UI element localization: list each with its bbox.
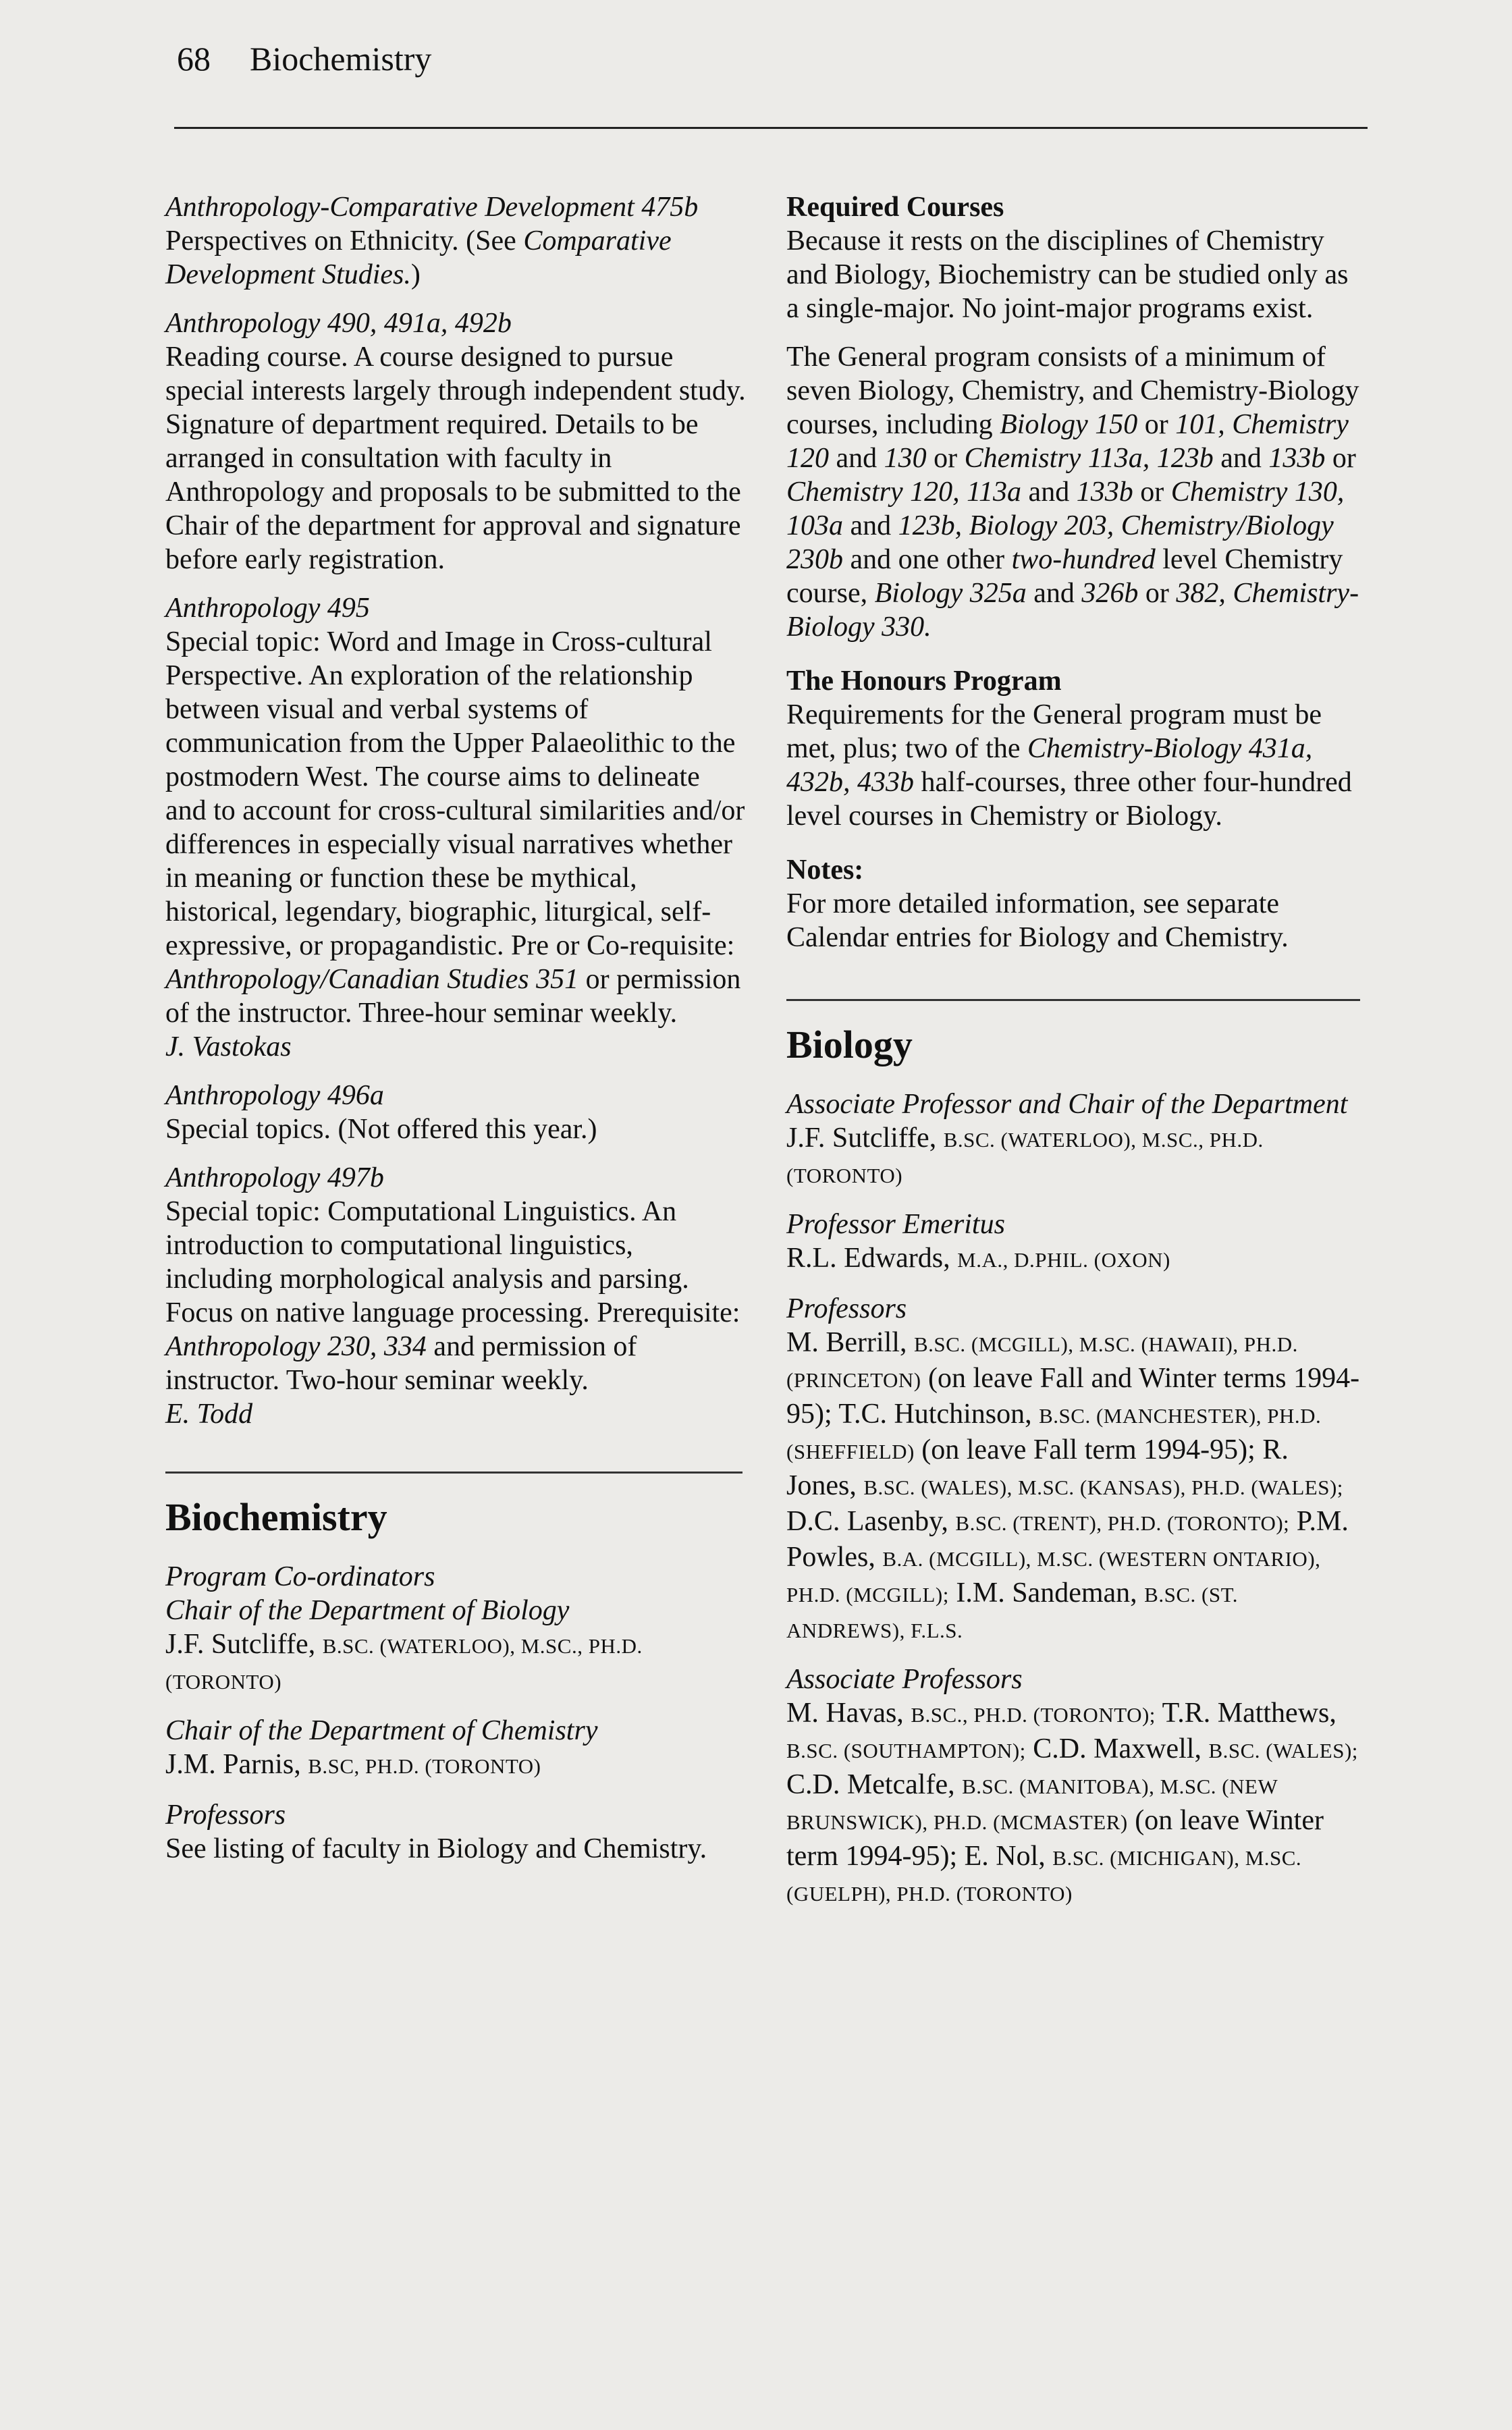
instructor: J. Vastokas [165,1031,292,1062]
course-code: Anthropology 497b [165,1162,384,1193]
general-program-text: The General program consists of a minimum of seven Biology, Chemistry, and Chemistry-Biology courses, including Biology 150 or 101, Chemistry 120 and 130 or Chemistry 113a, 123b and 133b or Chemistry 120, 113a and 133b or Chemistry 130, 103a and 123b, Biology 203, Chemistry/Biology 230b and one other two-hundred level Chemistry course, Biology 325a and 326b or 382, Chemistry-Biology 330. [786,342,1359,643]
chair-chemistry-name: J.M. Parnis, B.SC, PH.D. (TORONTO) [165,1749,541,1780]
running-title: Biochemistry [250,40,432,78]
chair-name: J.F. Sutcliffe, B.SC. (WATERLOO), M.SC., PH.D. (TORONTO) [786,1123,1264,1187]
emeritus-label: Professor Emeritus [786,1209,1005,1240]
professors-label: Professors [786,1293,907,1324]
course-description: Reading course. A course designed to pursue special interests largely through independent study. Signature of department required. Details to be arranged in consultation with faculty in Anthropology and proposals to be submitted to the Chair of the department for approval and signature before early registration. [165,342,746,575]
biology-associate-professors [786,1663,1360,1911]
faculty-member: C.D. Maxwell, B.SC. (WALES); [1033,1733,1358,1764]
course-description: Special topic: Computational Linguistics. An introduction to computational linguistics, including morphological analysis and parsing. Focus on native language processing. Prerequisite: Anthropology 230, 334 and permission of instructor. Two-hour seminar weekly. [165,1196,740,1396]
chair-chemistry-label: Chair of the Department of Chemistry [165,1715,598,1746]
chair-label: Associate Professor and Chair of the Department [786,1089,1348,1120]
faculty-member: I.M. Sandeman, B.SC. (ST. ANDREWS), F.L.S. [786,1577,1238,1642]
course-entry-497b [165,1161,746,1431]
running-head [177,39,431,78]
faculty-member: C.D. Metcalfe, B.SC. (MANITOBA), M.SC. (NEW BRUNSWICK), PH.D. (MCMASTER) (on leave Winter term 1994-95); [786,1769,1324,1872]
header-rule [174,127,1368,129]
professors-text: See listing of faculty in Biology and Chemistry. [165,1833,707,1864]
professors-label: Professors [165,1800,286,1831]
faculty-member: M. Havas, B.SC., PH.D. (TORONTO); [786,1698,1156,1729]
faculty-member: D.C. Lasenby, B.SC. (TRENT), PH.D. (TORONTO); [786,1506,1290,1537]
honours-program [786,664,1360,833]
faculty-member: M. Berrill, B.SC. (MCGILL), M.SC. (HAWAII), PH.D. (PRINCETON) (on leave Fall and Winter terms 1994-95); [786,1327,1360,1430]
biology-professors [786,1292,1360,1648]
course-description: Perspectives on Ethnicity. (See Comparative Development Studies.) [165,225,672,290]
professors-list [786,1326,1360,1648]
required-courses-heading: Required Courses [786,192,1004,223]
course-entry-496a [165,1079,746,1146]
left-column [165,190,746,1881]
right-column [786,190,1360,1926]
required-courses [786,190,1360,325]
notes [786,853,1360,954]
instructor: E. Todd [165,1399,253,1430]
coordinators-label: Program Co-ordinators [165,1561,435,1592]
biology-chair [786,1087,1360,1193]
emeritus-name: R.L. Edwards, M.A., D.PHIL. (OXON) [786,1243,1170,1274]
associate-professors-label: Associate Professors [786,1664,1023,1695]
honours-heading: The Honours Program [786,666,1062,697]
notes-heading: Notes: [786,855,864,886]
biology-emeritus [786,1208,1360,1277]
section-title-biology: Biology [786,1023,913,1066]
section-title-biochemistry: Biochemistry [165,1495,387,1539]
program-coordinators [165,1560,746,1699]
course-entry-495 [165,591,746,1064]
section-divider [165,1472,742,1474]
course-code: Anthropology 490, 491a, 492b [165,308,512,339]
associate-professors-list [786,1696,1360,1911]
page-number: 68 [177,40,211,78]
course-code: Anthropology-Comparative Development 475b [165,192,699,223]
notes-text: For more detailed information, see separate Calendar entries for Biology and Chemistry. [786,888,1289,953]
faculty-member: E. Nol, B.SC. (MICHIGAN), M.SC. (GUELPH), PH.D. (TORONTO) [786,1841,1302,1906]
course-description: Special topics. (Not offered this year.) [165,1114,597,1145]
faculty-member: P.M. Powles, B.A. (MCGILL), M.SC. (WESTERN ONTARIO), PH.D. (MCGILL); [786,1506,1349,1606]
faculty-member: T.C. Hutchinson, B.SC. (MANCHESTER), PH.D. (SHEFFIELD) (on leave Fall term 1994-95); [786,1399,1322,1465]
section-divider [786,999,1360,1001]
course-code: Anthropology 496a [165,1080,384,1111]
general-program [786,340,1360,644]
chair-biology-name: J.F. Sutcliffe, B.SC. (WATERLOO), M.SC., PH.D. (TORONTO) [165,1629,643,1694]
course-description: Special topic: Word and Image in Cross-cultural Perspective. An exploration of the relationship between visual and verbal systems of communication from the Upper Palaeolithic to the postmodern West. The course aims to delineate and to account for cross-cultural similarities and/or differences in especially visual narratives whether in meaning or function these be mythical, historical, legendary, biographic, liturgical, self-expressive, or propagandistic. Pre or Co-requisite: Anthropology/Canadian Studies 351 or permission of the instructor. Three-hour seminar weekly. [165,626,745,1029]
course-entry-490 [165,306,746,576]
biochem-professors [165,1798,746,1866]
chair-biology-label: Chair of the Department of Biology [165,1595,570,1626]
required-courses-text: Because it rests on the disciplines of Chemistry and Biology, Biochemistry can be studied only as a single-major. No joint-major programs exist. [786,225,1349,324]
faculty-member: T.R. Matthews, B.SC. (SOUTHAMPTON); [786,1698,1336,1762]
faculty-member: R. Jones, B.SC. (WALES), M.SC. (KANSAS), PH.D. (WALES); [786,1434,1343,1501]
course-code: Anthropology 495 [165,593,370,624]
honours-text: Requirements for the General program must be met, plus; two of the Chemistry-Biology 431a, 432b, 433b half-courses, three other four-hundred level courses in Chemistry or Biology. [786,699,1352,832]
course-entry-475b [165,190,746,292]
chair-chemistry [165,1714,746,1783]
